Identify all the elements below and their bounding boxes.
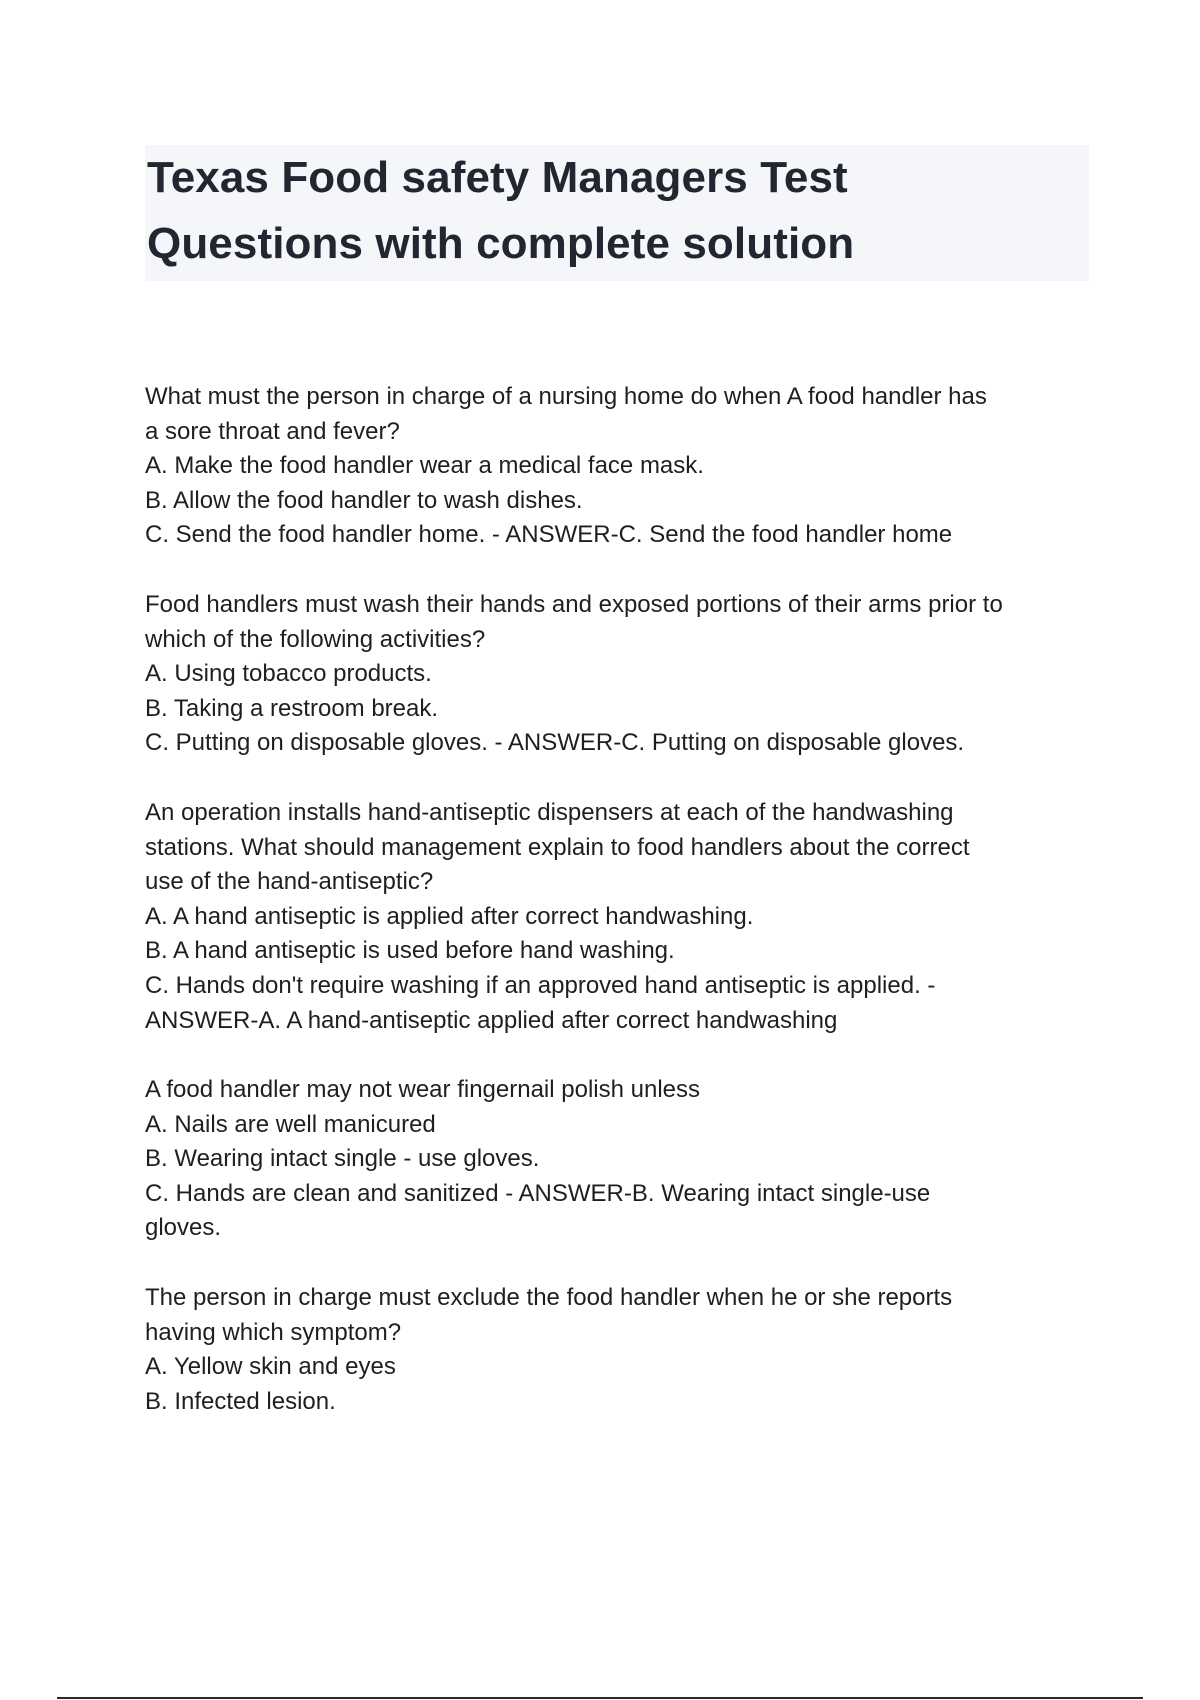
- question-5-option-a: A. Yellow skin and eyes: [145, 1353, 396, 1381]
- question-5-option-b: B. Infected lesion.: [145, 1387, 336, 1415]
- question-4-answer-continued: gloves.: [145, 1214, 222, 1242]
- question-3-answer: ANSWER-A. A hand-antiseptic applied after correct handwashing: [145, 1006, 838, 1034]
- question-3-line-3: use of the hand-antiseptic?: [145, 868, 434, 896]
- question-2-line-2: which of the following activities?: [145, 625, 486, 653]
- question-1-option-b: B. Allow the food handler to wash dishes.: [145, 486, 583, 514]
- question-3-option-a: A. A hand antiseptic is applied after correct handwashing.: [145, 902, 754, 930]
- page-title-line-2: Questions with complete solution: [147, 219, 855, 268]
- question-3-line-1: An operation installs hand-antiseptic dispensers at each of the handwashing: [145, 798, 954, 826]
- question-1-line-2: a sore throat and fever?: [145, 417, 400, 445]
- title-banner: [145, 145, 1089, 281]
- question-3-option-c: C. Hands don't require washing if an approved hand antiseptic is applied. -: [145, 971, 936, 999]
- question-4-line-1: A food handler may not wear fingernail polish unless: [145, 1076, 700, 1104]
- question-block-2: [145, 588, 1095, 761]
- footer-divider: [57, 1697, 1143, 1699]
- question-4-option-a: A. Nails are well manicured: [145, 1110, 436, 1138]
- question-3-option-b: B. A hand antiseptic is used before hand washing.: [145, 937, 675, 965]
- question-2-option-a: A. Using tobacco products.: [145, 660, 432, 688]
- question-2-line-1: Food handlers must wash their hands and exposed portions of their arms prior to: [145, 590, 1003, 618]
- question-block-3: [145, 796, 1095, 1038]
- page-title-line-1: Texas Food safety Managers Test: [147, 153, 848, 202]
- question-2-option-c-answer: C. Putting on disposable gloves. - ANSWER-C. Putting on disposable gloves.: [145, 729, 965, 757]
- question-block-4: [145, 1073, 1095, 1246]
- question-4-option-b: B. Wearing intact single - use gloves.: [145, 1145, 540, 1173]
- question-block-1: [145, 380, 1095, 553]
- question-1-line-1: What must the person in charge of a nursing home do when A food handler has: [145, 383, 987, 410]
- question-3-line-2: stations. What should management explain to food handlers about the correct: [145, 833, 970, 861]
- question-1-option-c-answer: C. Send the food handler home. - ANSWER-C. Send the food handler home: [145, 521, 953, 549]
- question-list: [145, 380, 1095, 1454]
- question-4-option-c-answer: C. Hands are clean and sanitized - ANSWER-B. Wearing intact single-use: [145, 1179, 931, 1207]
- question-5-line-1: The person in charge must exclude the food handler when he or she reports: [145, 1284, 953, 1312]
- question-1-option-a: A. Make the food handler wear a medical face mask.: [145, 452, 704, 480]
- question-2-option-b: B. Taking a restroom break.: [145, 694, 439, 722]
- question-block-5: [145, 1281, 1095, 1419]
- question-5-line-2: having which symptom?: [145, 1318, 402, 1346]
